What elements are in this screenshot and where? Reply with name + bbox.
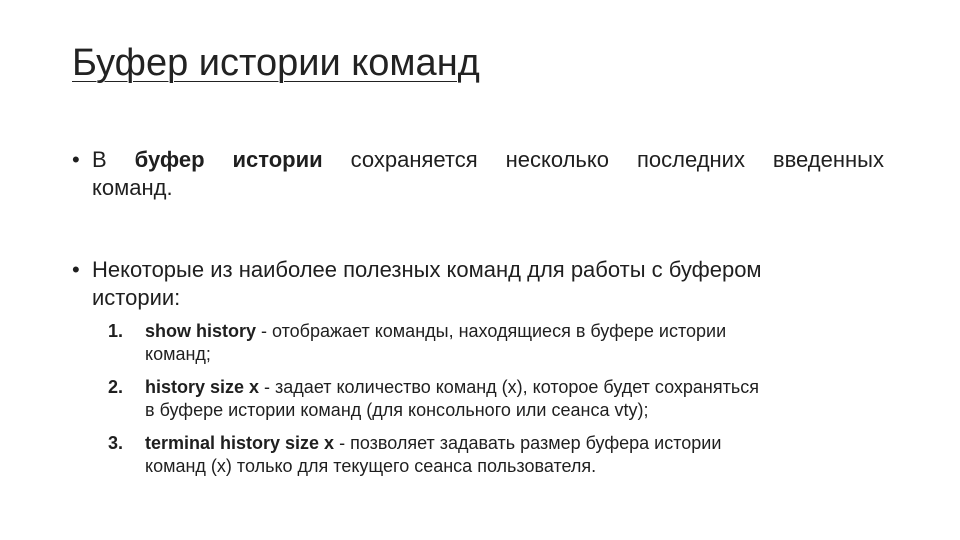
bullet-marker: • [72, 257, 80, 282]
bold-phrase: истории [232, 147, 323, 172]
command-description-cont: команд; [145, 344, 211, 364]
bold-phrase: буфер [134, 147, 205, 172]
bullet-1-line-2: команд. [92, 175, 173, 200]
bullet-1-text [92, 146, 884, 202]
command-description: - позволяет задавать размер буфера истории [334, 433, 722, 453]
word: сохраняется [350, 147, 478, 172]
item-number: 1. [108, 321, 124, 341]
slide-title: Буфер истории команд [72, 42, 480, 84]
command-description: - отображает команды, находящиеся в буфере истории [256, 321, 727, 341]
word: несколько [505, 147, 609, 172]
bullet-1-line-1 [92, 146, 884, 174]
bullet-marker: • [72, 147, 80, 172]
bullet-2 [72, 256, 884, 312]
item-number: 3. [108, 433, 124, 453]
command-description-cont: в буфере истории команд (для консольного или сеанса vty); [145, 400, 649, 420]
word: В [92, 147, 107, 172]
list-item [108, 376, 888, 422]
command-description-cont: команд (x) только для текущего сеанса пользователя. [145, 456, 597, 476]
bullet-2-line-2: истории: [92, 285, 181, 310]
command-list [108, 320, 888, 488]
command-name: show history [145, 321, 257, 341]
command-name: terminal history size x [145, 433, 335, 453]
bullet-1 [72, 146, 884, 202]
bullet-2-line-1: Некоторые из наиболее полезных команд для работы с буфером [92, 257, 762, 282]
list-item [108, 320, 888, 366]
command-description: - задает количество команд (х), которое будет сохраняться [259, 377, 759, 397]
bullet-2-text [92, 256, 884, 312]
word: последних [636, 147, 745, 172]
list-item [108, 432, 888, 478]
word: введенных [772, 147, 884, 172]
command-name: history size x [145, 377, 260, 397]
item-number: 2. [108, 377, 124, 397]
